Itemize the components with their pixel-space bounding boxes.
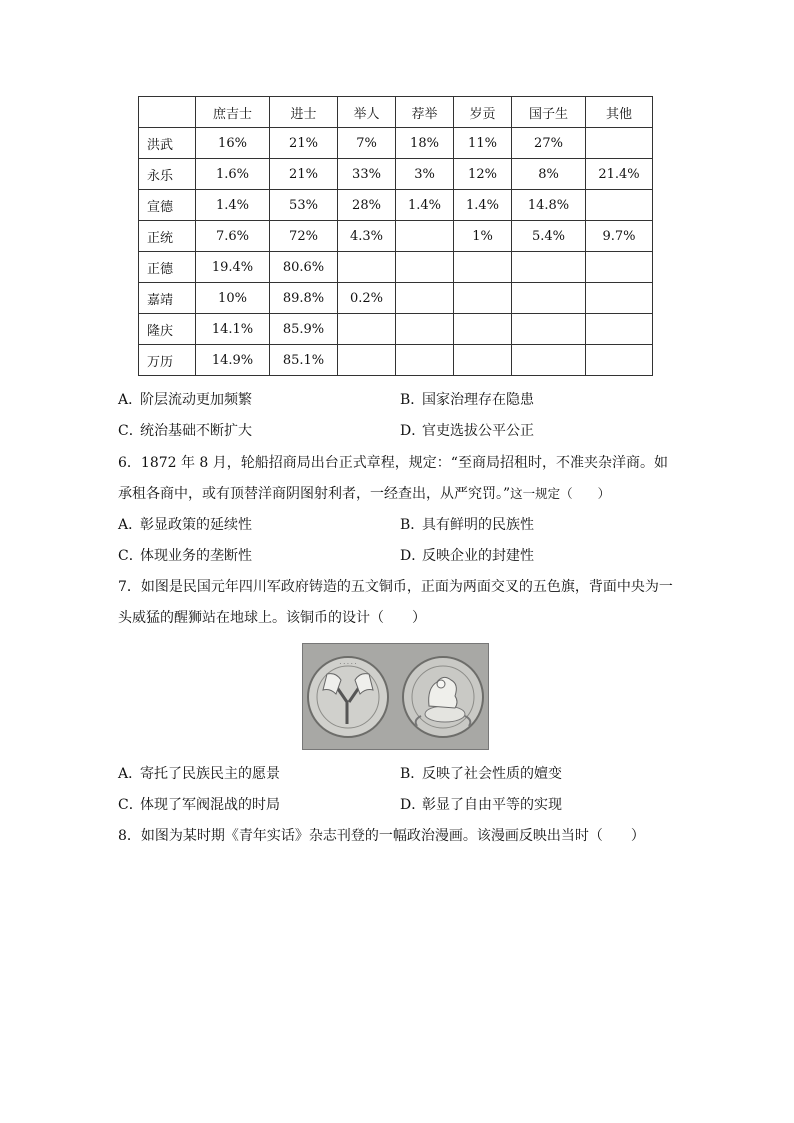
q5-option-b[interactable]: B．国家治理存在隐患 xyxy=(400,392,534,408)
table-cell: 14.1% xyxy=(196,314,270,345)
table-cell xyxy=(338,345,396,376)
table-cell: 7.6% xyxy=(196,221,270,252)
table-cell: 10% xyxy=(196,283,270,314)
table-header-cell: 庶吉士 xyxy=(196,97,270,128)
table-cell: 8% xyxy=(512,159,586,190)
q6-stem-line2: 承租各商中，或有顶替洋商阴图射利者，一经查出，从严究罚。”这一规定（ ） xyxy=(118,486,611,502)
table-cell: 1.4% xyxy=(396,190,454,221)
table-cell xyxy=(586,314,653,345)
q7-option-b[interactable]: B．反映了社会性质的嬗变 xyxy=(400,766,562,782)
table-cell xyxy=(512,345,586,376)
table-cell xyxy=(396,283,454,314)
table-header-cell: 国子生 xyxy=(512,97,586,128)
table-cell xyxy=(586,252,653,283)
table-cell xyxy=(396,221,454,252)
table-cell xyxy=(512,252,586,283)
table-cell xyxy=(396,314,454,345)
table-row xyxy=(139,221,653,252)
table-cell xyxy=(454,314,512,345)
table-cell: 16% xyxy=(196,128,270,159)
q5-option-c[interactable]: C．统治基础不断扩大 xyxy=(118,423,252,439)
table-cell: 1.4% xyxy=(196,190,270,221)
table-cell: 85.9% xyxy=(270,314,338,345)
table-cell: 12% xyxy=(454,159,512,190)
q6-option-b[interactable]: B．具有鲜明的民族性 xyxy=(400,517,534,533)
q7-option-d[interactable]: D．彰显了自由平等的实现 xyxy=(400,797,562,813)
table-cell xyxy=(454,345,512,376)
table-cell: 19.4% xyxy=(196,252,270,283)
table-cell xyxy=(338,314,396,345)
table-row xyxy=(139,345,653,376)
table-row-label: 万历 xyxy=(139,345,196,376)
table-header-cell: 其他 xyxy=(586,97,653,128)
table-header-cell: 举人 xyxy=(338,97,396,128)
table-cell: 21% xyxy=(270,128,338,159)
table-row xyxy=(139,283,653,314)
table-cell: 4.3% xyxy=(338,221,396,252)
table-cell: 1.6% xyxy=(196,159,270,190)
table-header-cell: 荐举 xyxy=(396,97,454,128)
table-cell xyxy=(586,190,653,221)
table-cell: 1% xyxy=(454,221,512,252)
table-cell: 33% xyxy=(338,159,396,190)
svg-text:· · · · ·: · · · · · xyxy=(339,661,357,668)
q7-stem-line2: 头威猛的醒狮站在地球上。该铜币的设计（ ） xyxy=(118,610,426,626)
table-cell xyxy=(454,252,512,283)
table-row-label: 永乐 xyxy=(139,159,196,190)
table-cell: 5.4% xyxy=(512,221,586,252)
table-cell: 3% xyxy=(396,159,454,190)
table-row xyxy=(139,128,653,159)
table-cell: 72% xyxy=(270,221,338,252)
table-cell: 53% xyxy=(270,190,338,221)
table-cell: 18% xyxy=(396,128,454,159)
table-cell: 0.2% xyxy=(338,283,396,314)
q8-stem-line1: 8．如图为某时期《青年实话》杂志刊登的一幅政治漫画。该漫画反映出当时（ ） xyxy=(118,828,645,844)
table-cell xyxy=(586,283,653,314)
table-cell xyxy=(338,252,396,283)
table-cell: 14.9% xyxy=(196,345,270,376)
q5-option-d[interactable]: D．官吏选拔公平公正 xyxy=(400,423,534,439)
table-cell xyxy=(586,128,653,159)
table-header-cell: 进士 xyxy=(270,97,338,128)
table-cell: 28% xyxy=(338,190,396,221)
table-cell xyxy=(396,252,454,283)
table-cell xyxy=(396,345,454,376)
table-header-cell xyxy=(139,97,196,128)
table-cell: 85.1% xyxy=(270,345,338,376)
copper-coin-photo xyxy=(302,643,489,750)
table-cell xyxy=(512,314,586,345)
officials-origin-table xyxy=(138,96,653,376)
table-cell: 21% xyxy=(270,159,338,190)
table-row xyxy=(139,314,653,345)
table-cell: 11% xyxy=(454,128,512,159)
q7-stem-line1: 7．如图是民国元年四川军政府铸造的五文铜币，正面为两面交叉的五色旗，背面中央为一 xyxy=(118,579,673,595)
table-cell: 14.8% xyxy=(512,190,586,221)
table-cell: 89.8% xyxy=(270,283,338,314)
table-header-cell: 岁贡 xyxy=(454,97,512,128)
table-cell xyxy=(454,283,512,314)
table-row xyxy=(139,252,653,283)
table-row xyxy=(139,190,653,221)
table-row-label: 正德 xyxy=(139,252,196,283)
table-row-label: 正统 xyxy=(139,221,196,252)
table-cell: 21.4% xyxy=(586,159,653,190)
table-cell: 27% xyxy=(512,128,586,159)
table-cell xyxy=(586,345,653,376)
table-row-label: 嘉靖 xyxy=(139,283,196,314)
coin-illustration xyxy=(303,644,488,749)
table-cell: 9.7% xyxy=(586,221,653,252)
q6-option-c[interactable]: C．体现业务的垄断性 xyxy=(118,548,252,564)
table-cell: 7% xyxy=(338,128,396,159)
table-cell xyxy=(512,283,586,314)
table-cell: 80.6% xyxy=(270,252,338,283)
q6-option-a[interactable]: A．彰显政策的延续性 xyxy=(118,517,252,533)
table-row-label: 宣德 xyxy=(139,190,196,221)
q7-option-a[interactable]: A．寄托了民族民主的愿景 xyxy=(118,766,280,782)
q6-option-d[interactable]: D．反映企业的封建性 xyxy=(400,548,534,564)
q6-stem-line1: 6．1872 年 8 月，轮船招商局出台正式章程，规定：“至商局招租时，不准夹杂洋商。如 xyxy=(118,455,668,471)
table-row-label: 隆庆 xyxy=(139,314,196,345)
table-header-row xyxy=(139,97,653,128)
table-row-label: 洪武 xyxy=(139,128,196,159)
table-row xyxy=(139,159,653,190)
q5-option-a[interactable]: A．阶层流动更加频繁 xyxy=(118,392,252,408)
table-cell: 1.4% xyxy=(454,190,512,221)
q7-option-c[interactable]: C．体现了军阀混战的时局 xyxy=(118,797,280,813)
